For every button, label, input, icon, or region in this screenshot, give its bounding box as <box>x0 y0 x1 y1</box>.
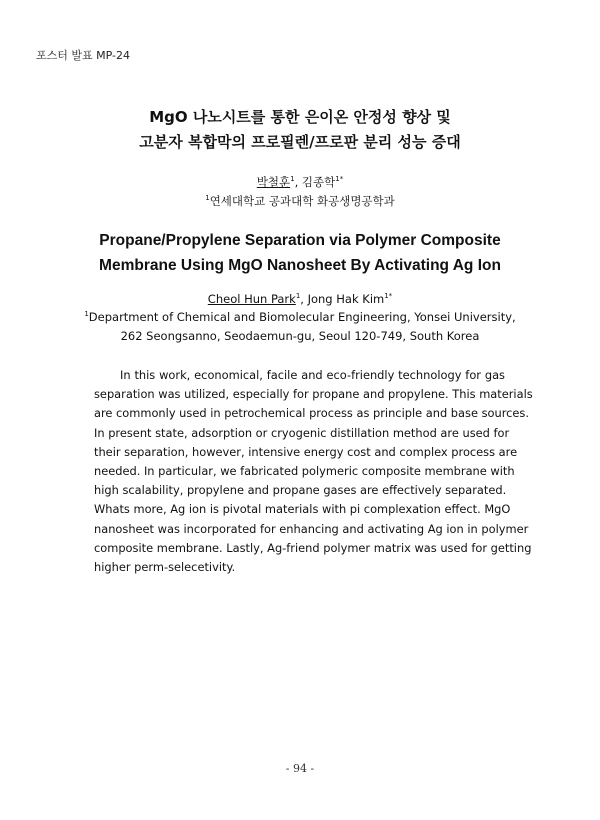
english-title-line-1: Propane/Propylene Separation via Polymer Composite <box>99 232 501 249</box>
korean-affiliation <box>0 193 600 209</box>
session-label: 포스터 발표 MP-24 <box>36 49 130 62</box>
english-author-2: Jong Hak Kim <box>307 292 385 306</box>
korean-author-1: 박철훈 <box>256 175 291 189</box>
korean-author-2: 김종학 <box>301 175 336 189</box>
korean-authors <box>0 174 600 190</box>
english-author-1-affil: 1 <box>295 292 301 301</box>
english-authors <box>0 292 600 306</box>
korean-title-line-2: 고분자 복합막의 프로필렌/프로판 분리 성능 증대 <box>139 133 461 151</box>
abstract-line: In present state, adsorption or cryogenic distillation method are used for <box>94 425 510 440</box>
english-author-separator: , <box>300 292 308 306</box>
abstract-line: high scalability, propylene and propane gases are effectively separated. <box>94 483 507 498</box>
english-title-line-2: Membrane Using MgO Nanosheet By Activating Ag Ion <box>99 257 501 274</box>
abstract-line: their separation, however, intensive energy cost and complex process are <box>94 444 518 459</box>
english-affiliation-text-1: Department of Chemical and Biomolecular Engineering, Yonsei University, <box>88 310 516 324</box>
abstract-line: nanosheet was incorporated for enhancing and activating Ag ion in polymer <box>94 521 529 536</box>
page-number: - 94 - <box>285 762 315 775</box>
korean-affiliation-mark: 1 <box>205 194 210 203</box>
abstract-line: Whats more, Ag ion is pivotal materials with pi complexation effect. MgO <box>94 502 511 517</box>
korean-author-separator: , <box>294 175 302 189</box>
abstract-line: separation was utilized, especially for propane and propylene. This materials <box>94 387 533 402</box>
korean-title-line-1: MgO 나노시트를 통한 은이온 안정성 향상 및 <box>149 108 451 126</box>
abstract-line: are commonly used in petrochemical process as principle and base sources. <box>94 406 529 421</box>
english-affiliation-line-1 <box>0 310 600 324</box>
english-affiliation-mark: 1 <box>84 310 89 319</box>
english-author-1: Cheol Hun Park <box>207 292 296 306</box>
korean-affiliation-text: 연세대학교 공과대학 화공생명공학과 <box>209 194 395 208</box>
abstract <box>94 366 533 577</box>
korean-author-2-affil: 1* <box>335 175 344 184</box>
abstract-line: composite membrane. Lastly, Ag-friend polymer matrix was used for getting <box>94 540 532 555</box>
abstract-line: In this work, economical, facile and eco-friendly technology for gas <box>120 368 505 382</box>
english-author-2-affil: 1* <box>384 292 393 301</box>
english-affiliation-line-2: 262 Seongsanno, Seodaemun-gu, Seoul 120-749, South Korea <box>120 329 480 343</box>
abstract-line: needed. In particular, we fabricated polymeric composite membrane with <box>94 463 515 478</box>
abstract-line: higher perm-selecetivity. <box>94 559 236 574</box>
korean-author-1-affil: 1 <box>290 175 295 184</box>
